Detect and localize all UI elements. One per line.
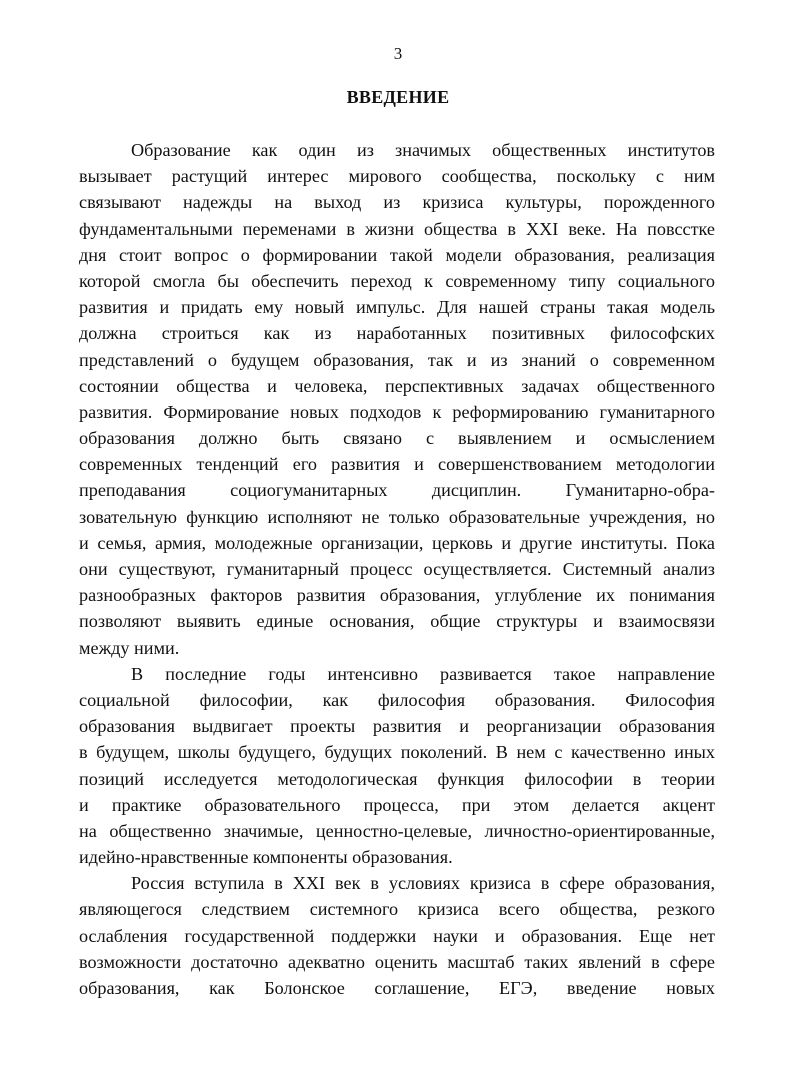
paragraph-1 bbox=[79, 137, 715, 661]
text-line: представлений о будущем образования, так и из знаний о современном bbox=[79, 349, 715, 370]
text-line: зовательную функцию исполняют не только образовательные учреждения, но bbox=[79, 506, 715, 527]
text-line: образования должно быть связано с выявлением и осмыслением bbox=[79, 428, 715, 449]
text-line: идейно-нравственные компоненты образования. bbox=[79, 847, 453, 868]
text-line: вызывает растущий интерес мирового сообщества, поскольку с ним bbox=[79, 166, 715, 187]
text-line: возможности достаточно адекватно оценить масштаб таких явлений в сфере bbox=[79, 951, 715, 972]
text-line: являющегося следствием системного кризиса всего общества, резкого bbox=[79, 899, 715, 920]
text-line: позиций исследуется методологическая функция философии в теории bbox=[79, 768, 715, 789]
text-line: преподавания социогуманитарных дисциплин. Гуманитарно-обра- bbox=[79, 480, 715, 501]
text-line: и семья, армия, молодежные организации, церковь и другие институты. Пока bbox=[79, 532, 715, 553]
body-text bbox=[79, 137, 715, 1001]
page-number: 3 bbox=[393, 44, 403, 63]
text-line: Образование как один из значимых общественных институтов bbox=[131, 140, 715, 160]
text-line: и практике образовательного процесса, при этом делается акцент bbox=[79, 794, 715, 815]
text-line: они существуют, гуманитарный процесс осуществляется. Системный анализ bbox=[79, 559, 715, 579]
text-line: позволяют выявить единые основания, общие структуры и взаимосвязи bbox=[79, 611, 715, 632]
text-line: которой смогла бы обеспечить переход к современному типу социального bbox=[79, 270, 715, 291]
text-line: современных тенденций его развития и совершенствованием методологии bbox=[79, 454, 715, 475]
text-line: образования, как Болонское соглашение, ЕГЭ, введение новых bbox=[79, 978, 715, 998]
text-line: развития. Формирование новых подходов к реформированию гуманитарного bbox=[79, 401, 715, 422]
text-line: образования выдвигает проекты развития и реорганизации образования bbox=[79, 716, 715, 737]
paragraph-3 bbox=[79, 870, 715, 1001]
text-line: В последние годы интенсивно развивается такое направление bbox=[131, 663, 715, 684]
text-line: ослабления государственной поддержки науки и образования. Еще нет bbox=[79, 925, 715, 946]
text-line: фундаментальными переменами в жизни общества в XXI веке. На повсстке bbox=[79, 218, 715, 239]
text-line: социальной философии, как философия образования. Философия bbox=[79, 689, 715, 710]
text-line: между ними. bbox=[79, 637, 180, 658]
text-line: на общественно значимые, ценностно-целевые, личностно-ориентированные, bbox=[79, 820, 715, 841]
paragraph-2 bbox=[79, 661, 715, 871]
text-line: состоянии общества и человека, перспективных задачах общественного bbox=[79, 375, 715, 396]
text-line: должна строиться как из наработанных позитивных философских bbox=[79, 323, 715, 344]
section-heading: ВВЕДЕНИЕ bbox=[346, 87, 450, 107]
text-line: Россия вступила в XXI век в условиях кризиса в сфере образования, bbox=[131, 873, 715, 894]
text-line: развития и придать ему новый импульс. Для нашей страны такая модель bbox=[79, 297, 715, 318]
text-line: в будущем, школы будущего, будущих поколений. В нем с качественно иных bbox=[79, 742, 715, 763]
text-line: дня стоит вопрос о формировании такой модели образования, реализация bbox=[79, 244, 715, 265]
text-line: разнообразных факторов развития образования, углубление их понимания bbox=[79, 585, 715, 606]
text-line: связывают надежды на выход из кризиса культуры, порожденного bbox=[79, 192, 715, 213]
